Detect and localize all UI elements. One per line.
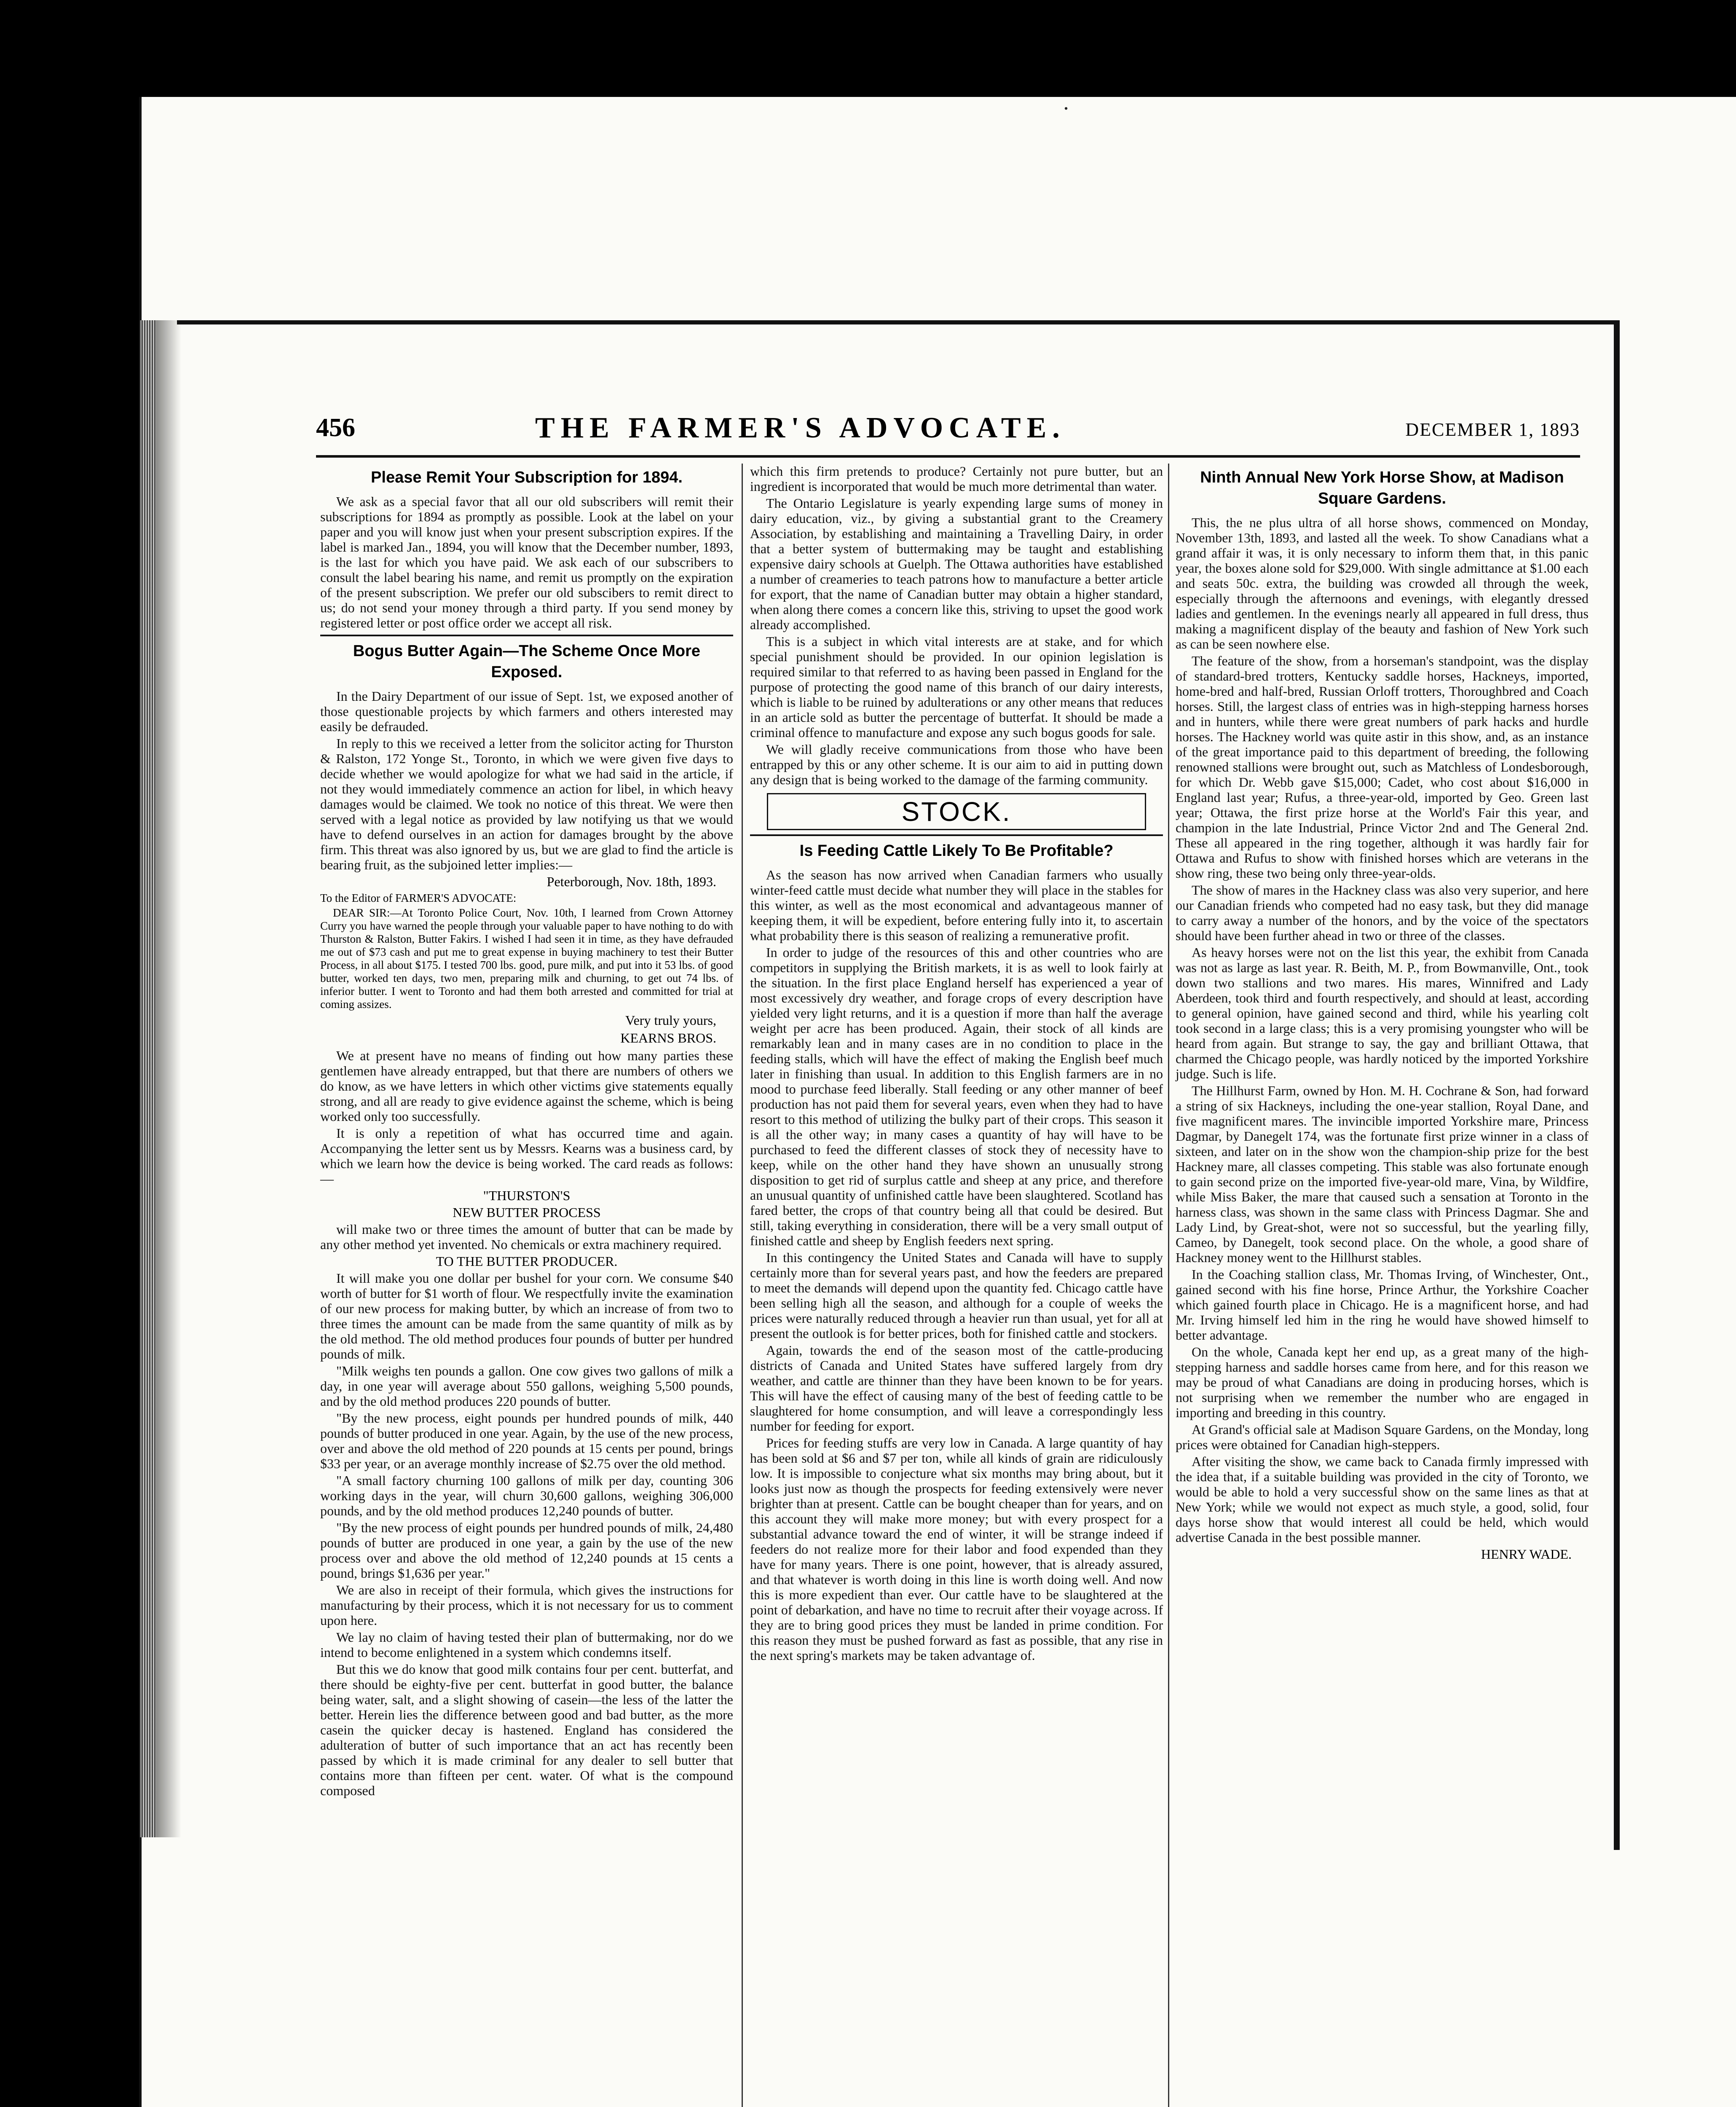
paragraph: In order to judge of the resources of this and other countries who are competitors in supplying the British markets, it is as well to look fairly at the situation. In the first place England herself has experienced a year of most excessively dry weather, and forage crops of every description have yielded very light returns, and it is a question if more than half the average weight per acre has been produced. Again, their stock of all kinds are remarkably lean and in many cases are in no condition to place in the feeding stalls, which will have the effect of making the English beef much later in finishing than usual. In addition to this English farmers are in no mood to purchase feed liberally. Stall feeding or any other manner of beef production has not paid them for several years, even when they had to have resort to this method of utilizing the bulky part of their crops. This season it is all the other way; in many cases a quantity of hay will have to be purchased to feed the different classes of stock they of necessity have to keep, while on the other hand they have shown an unusually strong disposition to get rid of surplus cattle and sheep at any price, and therefore an unusual quantity of unfinished cattle have been slaughtered. Scotland has fared better, the crops of that country being all that could be desired. But still, taking everything in consideration, there will be a very small output of finished cattle and sheep by English feeders next spring. (750, 945, 1163, 1248)
paragraph: which this firm pretends to produce? Certainly not pure butter, but an ingredient is incorporated that would be much more detrimental than water. (750, 464, 1163, 494)
paragraph: "By the new process of eight pounds per hundred pounds of milk, 24,480 pounds of butter are produced in one year, a gain by the use of the new process over and above the old method of 12,240 pounds at 15 cents a pound, brings $1,636 per year." (320, 1520, 733, 1581)
paragraph: Prices for feeding stuffs are very low in Canada. A large quantity of hay has been sold at $6 and $7 per ton, while all kinds of grain are ridiculously low. It is impossible to conjecture what six months may bring about, but it looks just now as though the prospects for feeding extensively were never brighter than at present. Cattle can be bought cheaper than for years, and on this account they will make more money; but with every prospect for a substantial advance toward the end of winter, it will be strange indeed if feeders do not realize more for their labor and food expended than they have for many years. There is one point, however, that is already assured, and that whatever is worth doing in this line is worth doing well. And now this is more expedient than ever. Our cattle have to be slaughtered at the point of debarkation, and have no time to recruit after their voyage across. If they are to bring good prices they must be landed in prime condition. For this reason they must be pushed forward as fast as possible, that any rise in the next spring's markets may be taken advantage of. (750, 1435, 1163, 1663)
paragraph: It will make you one dollar per bushel for your corn. We consume $40 worth of butter for $1 worth of flour. We respectfully invite the examination of our new process for making butter, by which an increase of from two to three times the amount can be made from the same quantity of milk as by the old method. The old method produces four pounds of butter per hundred pounds of milk. (320, 1271, 733, 1362)
paragraph: The Hillhurst Farm, owned by Hon. M. H. Cochrane & Son, had forward a string of six Hackneys, including the one-year stallion, Royal Dane, and five magnificent mares. The invincible imported Yorkshire mare, Princess Dagmar, by Danegelt 174, was the fortunate first prize winner in a class of sixteen, and later on in the show won the champion-ship prize for the best Hackney mare, all classes competing. This stable was also fortunate enough to gain second prize on the imported five-year-old mare, Vina, by Wildfire, while Miss Baker, the mare that caused such a sensation at Toronto in the harness class, was shown in the same class with Princess Dagmar. She and Lady Lind, by Great-shot, were not so successful, but the yearling filly, Cameo, by Danegelt, took second place. On the whole, a good share of Hackney money went to the Hillhurst stables. (1176, 1083, 1589, 1265)
column-3 (1176, 464, 1589, 1564)
paragraph: In reply to this we received a letter from the solicitor acting for Thurston & Ralston, 172 Yonge St., Toronto, in which we were given five days to decide whether we would apologize for what we had said in the article, if not they would immediately commence an action for libel, in which heavy damages would be claimed. We took no notice of this threat. We were then served with a legal notice as provided by law notifying us that we would have to defend ourselves in an action for damages brought by the above firm. This threat was also ignored by us, but we are glad to find the article is bearing fruit, as the subjoined letter implies:— (320, 736, 733, 872)
letter-signature: KEARNS BROS. (620, 1030, 716, 1045)
author-signature: HENRY WADE. (1481, 1547, 1572, 1562)
column-2 (750, 464, 1163, 1665)
letter-body: DEAR SIR:—At Toronto Police Court, Nov. 10th, I learned from Crown Attorney Curry you have warned the people through your valuable paper to have nothing to do with Thurston & Ralston, Butter Fakirs. I wished I had seen it in time, as they have defrauded me out of $73 cash and put me to great expense in buying machinery to test their Butter Process, in all about $175. I tested 700 lbs. good, pure milk, and put into it 53 lbs. of good butter, worked ten days, two men, preparing milk and churning, to get out 74 lbs. of inferior butter. I went to Toronto and had them both arrested and committed for trial at coming assizes. (320, 906, 733, 1011)
paragraph: Again, towards the end of the season most of the cattle-producing districts of Canada and United States have suffered largely from dry weather, and cattle are thinner than they have been known to be for years. This will have the effect of causing many of the best of feeding cattle to be slaughtered for home consumption, and will leave a correspondingly less number for feeding for export. (750, 1343, 1163, 1434)
column-divider-2 (1168, 464, 1169, 2107)
paragraph: "By the new process, eight pounds per hundred pounds of milk, 440 pounds of butter produced in one year. Again, by the use of the new process, over and above the old method of 220 pounds at 15 cents per pound, brings $33 per year, or an average monthly increase of $2.75 over the old method. (320, 1410, 733, 1471)
paragraph: As heavy horses were not on the list this year, the exhibit from Canada was not as large as last year. R. Beith, M. P., from Bowmanville, Ont., took down two stallions and two mares. His mares, Winnifred and Lady Aberdeen, took third and fourth respectively, and should at least, according to general opinion, have gained second and third, while his yearling colt took second in a large class; this is a very promising youngster who will be heard from again. But strange to say, the gay and brilliant Ottawa, that charmed the Chicago people, was hardly noticed by the imported Yorkshire judge. Such is life. (1176, 945, 1589, 1081)
paragraph: After visiting the show, we came back to Canada firmly impressed with the idea that, if a suitable building was provided in the city of Toronto, we would be able to hold a very successful show on the same lines as that at New York; while we would not expect as much style, a good, solid, four days horse show that would interest all could be held, which would advertise Canada in the best possible manner. (1176, 1454, 1589, 1545)
book-page-edges (139, 320, 156, 1837)
page-header (316, 413, 1580, 451)
paragraph: This, the ne plus ultra of all horse shows, commenced on Monday, November 13th, 1893, and lasted all the week. To show Canadians what a grand affair it was, it is only necessary to inform them that, in this panic year, the boxes alone sold for $29,000. With single admittance at $1.00 each and seats 50c. extra, the building was crowded all through the week, especially through the afternoons and evenings, with elegantly dressed ladies and gentlemen. In the evenings nearly all appeared in full dress, thus making a magnificent display of the beauty and fashion of New York such as can be seen nowhere else. (1176, 515, 1589, 651)
page-number: 456 (316, 413, 355, 442)
column-divider-1 (742, 464, 743, 2107)
paragraph: We will gladly receive communications from those who have been entrapped by this or any other scheme. It is our aim to aid in putting down any design that is being worked to the damage of the farming community. (750, 742, 1163, 787)
letter-closing: Very truly yours, (625, 1013, 716, 1028)
scan-mark-top: ˙ (1062, 102, 1070, 129)
card-text: will make two or three times the amount of butter that can be made by any other method yet invented. No chemicals or extra machinery required. (320, 1222, 733, 1252)
issue-date: DECEMBER 1, 1893 (1405, 419, 1580, 440)
paragraph: It is only a repetition of what has occurred time and again. Accompanying the letter sent us by Messrs. Kearns was a business card, by which we learn how the device is being worked. The card reads as follows:— (320, 1126, 733, 1186)
paragraph: We lay no claim of having tested their plan of buttermaking, nor do we intend to become enlightened in a system which condemns itself. (320, 1630, 733, 1660)
article-heading-bogus-butter: Bogus Butter Again—The Scheme Once More Exposed. (353, 642, 701, 681)
paragraph: The Ontario Legislature is yearly expending large sums of money in dairy education, viz., by giving a substantial grant to the Creamery Association, by establishing and maintaining a Travelling Dairy, in order that a better system of buttermaking may be taught and establishing expensive dairy schools at Guelph. The Ottawa authorities have established a number of creameries to teach patrons how to manufacture a better article for export, that the name of Canadian butter may obtain a higher standard, when along there comes a concern like this, striving to upset the good work already accomplished. (750, 496, 1163, 632)
paragraph: In the Dairy Department of our issue of Sept. 1st, we exposed another of those questionable projects by which farmers and others interested may easily be defrauded. (320, 689, 733, 734)
paragraph: In the Coaching stallion class, Mr. Thomas Irving, of Winchester, Ont., gained second with his fine horse, Prince Arthur, the Yorkshire Coacher which gained fourth place in Chicago. He is a magnificent horse, and had Mr. Irving himself led him in the ring he would have showed himself to better advantage. (1176, 1267, 1589, 1343)
letter-salutation: To the Editor of FARMER'S ADVOCATE: (320, 892, 517, 904)
letter-dateline: Peterborough, Nov. 18th, 1893. (547, 874, 716, 889)
paragraph: We at present have no means of finding out how many parties these gentlemen have already entrapped, but that there are numbers of others we do know, as we have letters in which other victims give statements equally strong, and all are ready to give evidence against the scheme, which is being worked only too successfully. (320, 1048, 733, 1124)
masthead-title: THE FARMER'S ADVOCATE. (535, 412, 1066, 444)
article-heading-feeding-cattle: Is Feeding Cattle Likely To Be Profitable? (799, 842, 1114, 860)
article-heading-horse-show: Ninth Annual New York Horse Show, at Madison Square Gardens. (1200, 469, 1564, 507)
paragraph: "Milk weighs ten pounds a gallon. One cow gives two gallons of milk a day, in one year will average about 550 gallons, weighing 5,500 pounds, and by the old method produces 220 pounds of butter. (320, 1363, 733, 1409)
column-1 (320, 464, 733, 1800)
article-heading-subscription: Please Remit Your Subscription for 1894. (371, 469, 683, 486)
card-heading: TO THE BUTTER PRODUCER. (436, 1254, 618, 1269)
section-rule (750, 834, 1163, 836)
card-subtitle: NEW BUTTER PROCESS (453, 1205, 601, 1220)
paragraph: "A small factory churning 100 gallons of milk per day, counting 306 working days in the year, will churn 30,600 gallons, weighing 306,000 pounds, and by the old method produces 12,240 pounds of butter. (320, 1473, 733, 1518)
paragraph: This is a subject in which vital interests are at stake, and for which special punishment should be provided. In our opinion legislation is required similar to that referred to as having been passed in England for the purpose of protecting the good name of this branch of our dairy interests, which is liable to be ruined by adulterations or any other means that reduces in an article sold as butter the percentage of butterfat. It should be made a criminal offence to manufacture and expose any such bogus goods for sale. (750, 634, 1163, 740)
paragraph: On the whole, Canada kept her end up, as a great many of the high-stepping harness and saddle horses came from here, and for this reason we may be proud of what Canadians are doing in producing horses, which is not surprising when we remember the number who are engaged in importing and breeding in this country. (1176, 1344, 1589, 1420)
paragraph: The show of mares in the Hackney class was also very superior, and here our Canadian friends who competed had no easy task, but they did manage to carry away a number of the honors, and by the voice of the spectators should have been further ahead in two or three of the classes. (1176, 882, 1589, 943)
paragraph: The feature of the show, from a horseman's standpoint, was the display of standard-bred trotters, Kentucky saddle horses, Hackneys, imported, home-bred and half-bred, Russian Orloff trotters, Thoroughbred and Coach horses. Still, the largest class of entries was in high-stepping harness horses and in hunters, while there were great numbers of park hacks and hurdle horses. The Hackney world was quite astir in this show, and, as an instance of the great importance paid to this department of breeding, the following renowned stallions were brought out, such as Matchless of Londesborough, for which Dr. Webb gave $15,000; Cadet, who cost about $16,000 in England last year; Rufus, a three-year-old, imported by Geo. Green last year; Ottawa, the first prize horse at the World's Fair this year, and champion in the late Industrial, Prince Victor 2nd and The General 2nd. These all appeared in the ring together, although it was hardly fair for Ottawa and Rufus to show with finished horses which are veterans in the show ring, these two being only three-year-olds. (1176, 653, 1589, 881)
card-title: "THURSTON'S (483, 1188, 571, 1203)
header-rule (316, 455, 1580, 458)
paragraph: As the season has now arrived when Canadian farmers who usually winter-feed cattle must decide what number they will place in the stables for this winter, as well as the most economical and advantageous manner of keeping them, it will be expedient, before entering fully into it, to ascertain what probability there is this season of realizing a remunerative profit. (750, 867, 1163, 943)
paragraph: We ask as a special favor that all our old subscribers will remit their subscriptions for 1894 as promptly as possible. Look at the label on your paper and you will know just when your present subscription expires. If the label is marked Jan., 1894, you will know that the December number, 1893, is the last for which you have paid. We ask each of our subscribers to consult the label bearing his name, and remit us promptly on the expiration of the present subscription. We prefer our old subscibers to remit direct to us; do not send your money through a third party. If you send money by registered letter or post office order we accept all risk. (320, 494, 733, 630)
paragraph: In this contingency the United States and Canada will have to supply certainly more than for several years past, and how the feeders are prepared to meet the demands will depend upon the quantity fed. Chicago cattle have been selling high all the season, and although for a couple of weeks the prices were naturally reduced through a heavier run than usual, yet for all at present the outlook is for better prices, both for finished cattle and stockers. (750, 1250, 1163, 1341)
section-heading-stock: STOCK. (767, 793, 1146, 830)
paragraph: We are also in receipt of their formula, which gives the instructions for manufacturing by their process, which it is not necessary for us to comment upon here. (320, 1582, 733, 1628)
paragraph: But this we do know that good milk contains four per cent. butterfat, and there should be eighty-five per cent. butterfat in good butter, the balance being water, salt, and a slight showing of casein—the less of the latter the better. Herein lies the difference between good and bad butter, as the more casein the quicker decay is hastened. England has considered the adulteration of butter of such importance that an act has recently been passed by which it is made criminal for any dealer to sell butter that contains more than fifteen per cent. water. Of what is the compound composed (320, 1662, 733, 1798)
article-rule (320, 635, 733, 636)
paragraph: At Grand's official sale at Madison Square Gardens, on the Monday, long prices were obtained for Canadian high-steppers. (1176, 1422, 1589, 1452)
